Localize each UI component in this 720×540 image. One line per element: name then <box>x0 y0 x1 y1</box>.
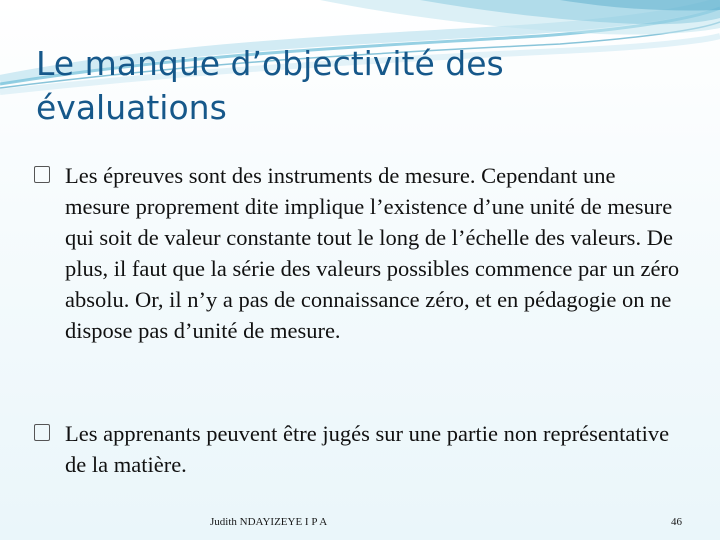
bullet-item <box>34 160 684 346</box>
bullet-text: Les apprenants peuvent être jugés sur une partie non représentative de la matière. <box>65 421 670 477</box>
bullet-item <box>34 418 684 480</box>
bullet-text: Les épreuves sont des instruments de mesure. Cependant une mesure proprement dite implique l’existence d’une unité de mesure qui soit de valeur constante tout le long de l’échelle des valeurs. De plus, il faut que la série des valeurs possibles commence par un zéro absolu. Or, il n’y a pas de connaissance zéro, et en pédagogie on ne dispose pas d’unité de mesure. <box>65 163 680 343</box>
slide-title: Le manque d’objectivité des évaluations <box>36 44 504 127</box>
bullet-box-icon <box>34 424 50 441</box>
bullet-box-icon <box>34 166 50 183</box>
footer-author: Judith NDAYIZEYE I P A <box>210 516 328 528</box>
page-number: 46 <box>671 516 682 528</box>
